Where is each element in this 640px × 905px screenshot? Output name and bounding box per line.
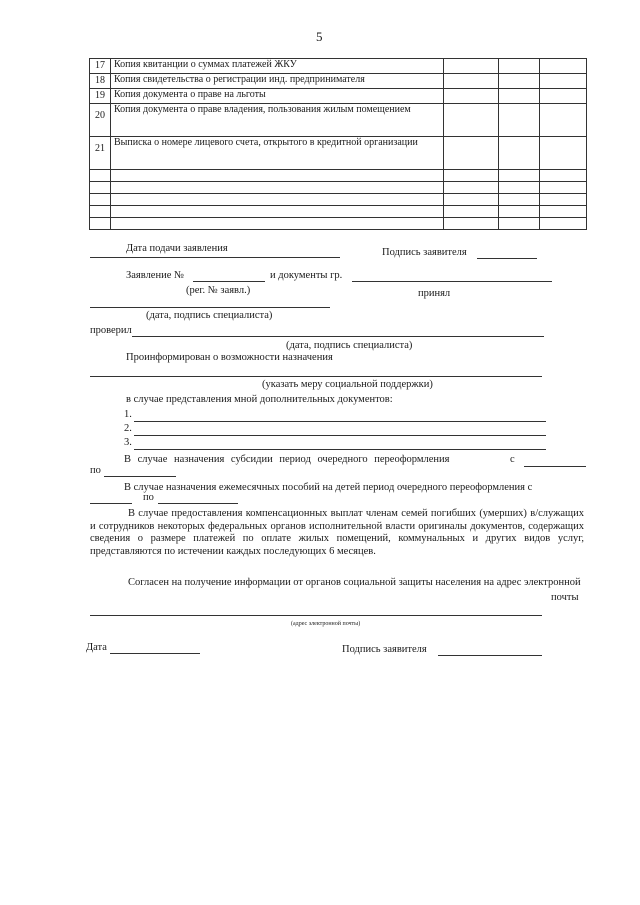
row-text: Копия квитанции о суммах платежей ЖКУ [111, 59, 444, 74]
benefits-text: В случае назначения ежемесячных пособий на детей период очередного переоформления с [124, 482, 533, 493]
subsidy-text: В случае назначения субсидии период очередного переоформления [124, 454, 450, 465]
benefits-to-field[interactable] [158, 503, 238, 504]
signature-label: Подпись заявителя [342, 644, 427, 655]
applicant-signature-line [477, 258, 537, 259]
subsidy-from-field[interactable] [524, 466, 586, 467]
table-row [90, 182, 587, 194]
page-number: 5 [316, 29, 323, 44]
row-number: 19 [90, 89, 111, 104]
table-row [90, 137, 587, 170]
date-submitted-label: Дата подачи заявления [126, 243, 228, 254]
documents-from-label: и документы гр. [270, 270, 343, 281]
row-number: 18 [90, 74, 111, 89]
item-1-label: 1. [124, 409, 132, 420]
citizen-name-field[interactable] [352, 281, 552, 282]
signature-field[interactable] [438, 655, 542, 656]
date-spec-sign-hint-2: (дата, подпись специалиста) [286, 340, 413, 351]
checked-label: проверил [90, 325, 132, 336]
compensation-paragraph: В случае предоставления компенсационных выплат членам семей погибших (умерших) в/служащих и сотрудников некоторых федеральных органов исполнительной власти оригиналы документов, содержащих сведения о размере платежей по оплате жилых помещений, коммунальных и других видов услуг, представляются по истечении каждых последующих 6 месяцев. [90, 508, 584, 557]
table-row [90, 206, 587, 218]
accepted-label: принял [418, 288, 451, 299]
checked-sign-field[interactable] [132, 336, 544, 337]
item-3-field[interactable] [134, 449, 546, 450]
date-field[interactable] [110, 653, 200, 654]
table-row [90, 59, 587, 74]
item-2-label: 2. [124, 423, 132, 434]
row-text: Выписка о номере лицевого счета, открытого в кредитной организации [111, 137, 444, 170]
item-1-field[interactable] [134, 421, 546, 422]
documents-table [89, 58, 587, 230]
applicant-signature-label: Подпись заявителя [382, 247, 467, 258]
measure-field[interactable] [90, 376, 542, 377]
table-row [90, 194, 587, 206]
row-number: 21 [90, 137, 111, 170]
table-row [90, 218, 587, 230]
email-hint: (адрес электронной почты) [291, 621, 361, 627]
row-number: 17 [90, 59, 111, 74]
subsidy-to-label: по [90, 465, 101, 476]
subsidy-to-field[interactable] [104, 476, 176, 477]
row-text: Копия свидетельства о регистрации инд. предпринимателя [111, 74, 444, 89]
application-no-field[interactable] [193, 281, 265, 282]
item-2-field[interactable] [134, 435, 546, 436]
table-row [90, 170, 587, 182]
table-row [90, 74, 587, 89]
email-field[interactable] [90, 615, 542, 616]
table-row [90, 104, 587, 137]
date-label: Дата [86, 642, 107, 653]
date-submitted-line [90, 257, 340, 258]
benefits-from-field[interactable] [90, 503, 132, 504]
row-number: 20 [90, 104, 111, 137]
informed-label: Проинформирован о возможности назначения [126, 352, 333, 363]
subsidy-from-label: с [510, 454, 515, 465]
measure-hint: (указать меру социальной поддержки) [262, 379, 433, 390]
reg-no-hint: (рег. № заявл.) [186, 285, 251, 296]
table-row [90, 89, 587, 104]
consent-mail-label: почты [551, 592, 579, 603]
consent-paragraph: Согласен на получение информации от органов социальной защиты населения на адрес электронной [128, 577, 581, 588]
date-spec-sign-hint: (дата, подпись специалиста) [146, 310, 273, 321]
item-3-label: 3. [124, 437, 132, 448]
benefits-to-label: по [143, 492, 154, 503]
additional-docs-label: в случае представления мной дополнительных документов: [126, 394, 393, 405]
application-no-label: Заявление № [126, 270, 185, 281]
row-text: Копия документа о праве владения, пользования жилым помещением [111, 104, 444, 137]
row-text: Копия документа о праве на льготы [111, 89, 444, 104]
accepted-sign-field[interactable] [90, 307, 330, 308]
